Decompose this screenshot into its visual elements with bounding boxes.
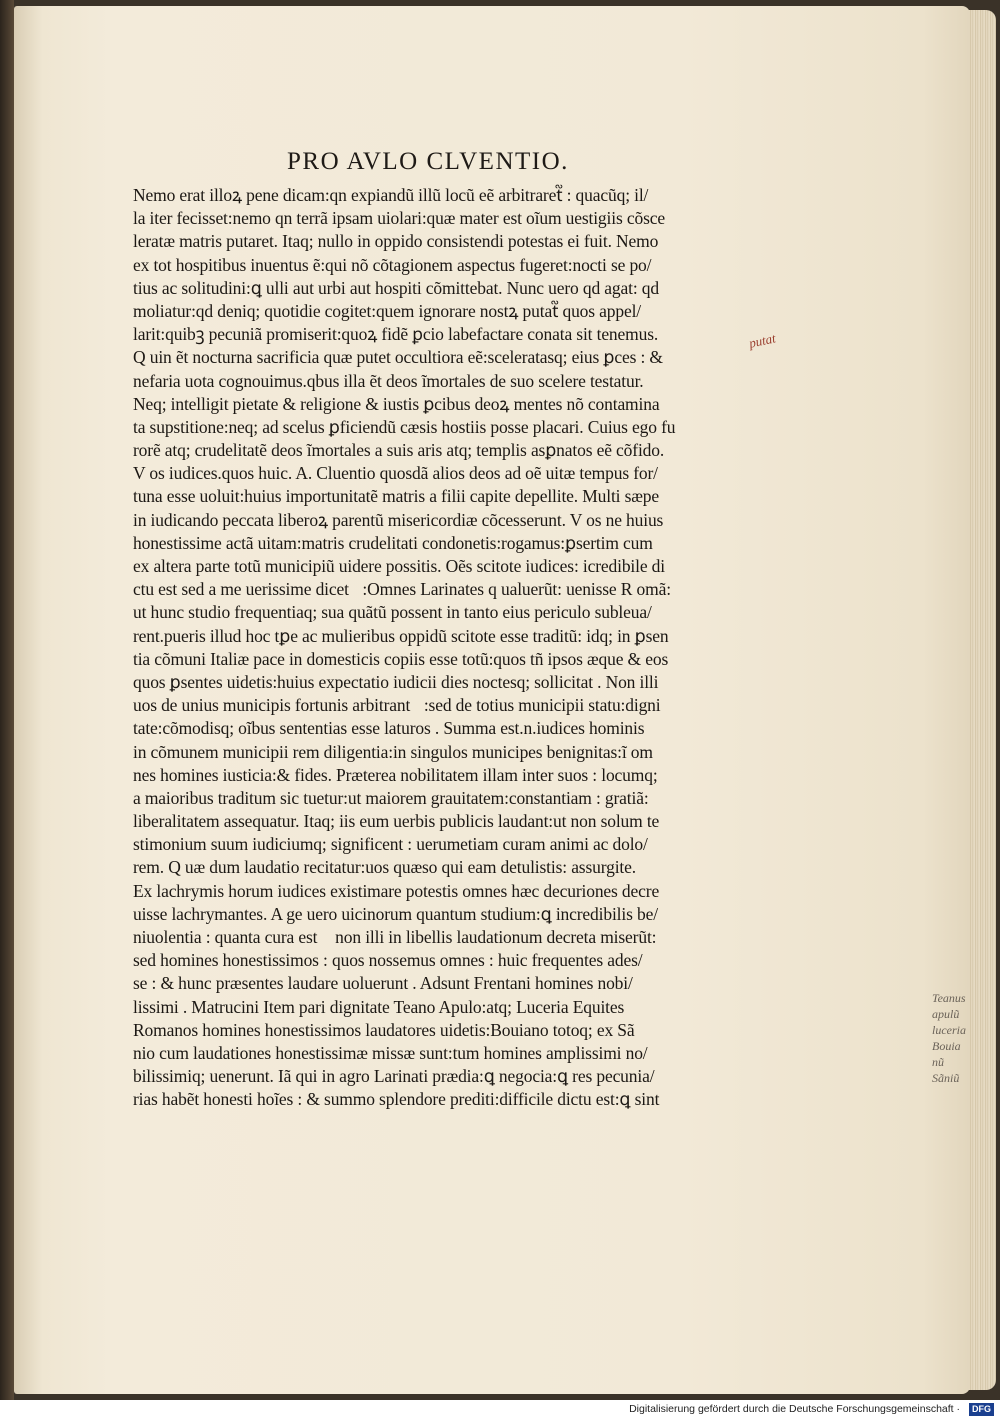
text-line: a maioribus traditum sic tuetur:ut maiorem grauitatem:constantiam : gratiã: (133, 787, 649, 808)
text-line: honestissime actã uitam:matris crudelitati condonetis:rogamus:ꝑsertim cum (133, 532, 653, 553)
text-line: ex altera parte totũ municipiũ uidere possitis. Oẽs scitote iudices: icredibile di (133, 556, 665, 576)
text-line: moliatur:qd deniq; quotidie cogitet:quem ignorare nostꝝ putat᷑ quos appel/ (133, 300, 642, 321)
text-line: rem. Q uæ dum laudatio recitatur:uos quæso qui eam detulistis: assurgite. (133, 857, 636, 878)
text-line: Neq; intelligit pietate & religione & iustis ꝑcibus deoꝝ mentes nõ contamina (133, 393, 660, 414)
marginal-note-line: Sãniũ (932, 1071, 960, 1085)
text-line: ex tot hospitibus inuentus ẽ:qui nõ cõtagionem aspectus fugeret:nocti se po/ (133, 254, 652, 275)
text-line: rent.pueris illud hoc tꝑe ac mulieribus oppidũ scitote esse traditũ: idq; in ꝑsen (133, 625, 669, 646)
text-line: liberalitatem assequatur. Itaq; iis eum uerbis publicis laudant:ut non solum te (133, 811, 660, 832)
text-line: nefaria uota cognouimus.qbus illa ẽt deos ĩmortales de suo scelere testatur. (133, 370, 644, 391)
text-line: Q uin ẽt nocturna sacrificia quæ putet occultiora eẽ:sceleratasq; eius ꝑces : & (133, 347, 663, 368)
text-line: V os iudices.quos huic. A. Cluentio quosdã alios deos ad oẽ uitæ tempus for/ (133, 463, 658, 484)
text-line: rorẽ atq; crudelitatẽ deos ĩmortales a suis aris atq; templis asꝑnatos eẽ cõfido. (133, 440, 665, 461)
page-edges (966, 10, 996, 1390)
book-spine (0, 0, 14, 1400)
text-line: Nemo erat illoꝝ pene dicam:qn expiandũ illũ locũ eẽ arbitraret᷑ : quacũq; il/ (133, 185, 649, 205)
text-line: lissimi . Matrucini Item pari dignitate Teano Apulo:atq; Luceria Equites (133, 996, 625, 1017)
text-line: quos ꝑsentes uidetis:huius expectatio iudicii dies noctesq; sollicitat . Non illi (133, 671, 659, 692)
text-line: nio cum laudationes honestissimæ missæ sunt:tum homines amplissimi no/ (133, 1042, 648, 1063)
marginal-note-line: luceria (932, 1023, 966, 1037)
text-line: ta supstitione:neq; ad scelus ꝑficiendũ cæsis hostiis posse placari. Cuius ego fu (133, 416, 676, 437)
text-line: in cõmunem municipii rem diligentia:in singulos municipes benignitas:ĩ om (133, 741, 653, 762)
footer-credit: Digitalisierung gefördert durch die Deutsche Forschungsgemeinschaft · (629, 1403, 960, 1415)
text-line: nes homines iusticia:& fides. Præterea nobilitatem illam inter suos : locumq; (133, 764, 658, 785)
dfg-logo: DFG (969, 1403, 994, 1416)
marginal-note-list (932, 990, 966, 1086)
text-line: sed homines honestissimos : quos nossemus omnes : huic frequentes ades/ (133, 950, 643, 971)
text-line: larit:quibꝫ pecuniã promiserit:quoꝝ fidẽ ꝑcio labefactare conata sit tenemus. (133, 324, 659, 345)
text-line: in iudicando peccata liberoꝝ parentũ misericordiæ cõcesserunt. V os ne huius (133, 509, 664, 530)
marginal-note-line: nũ (932, 1055, 944, 1069)
text-line: ctu est sed a me uerissime dicet᷑:Omnes Larinates q ualuerũt: uenisse R omã: (133, 579, 671, 600)
marginal-note-putat: putat (747, 330, 777, 351)
running-head: PRO AVLO CLVENTIO. (287, 148, 569, 175)
text-line: la iter fecisset:nemo qn terrã ipsam uiolari:quæ mater est oĩum uestigiis cõsce (133, 208, 665, 229)
marginal-note-line: Bouia (932, 1039, 961, 1053)
text-line: stimonium suum iudiciumq; significent : uerumetiam curam animi ac dolo/ (133, 834, 648, 855)
text-line: tius ac solitudini:ꝗ ulli aut urbi aut hospiti cõmittebat. Nunc uero qd agat: qd (133, 277, 659, 298)
body-text (133, 184, 721, 1112)
text-line: tate:cõmodisq; oĩbus sententias esse laturos . Summa est.n.iudices hominis (133, 718, 645, 739)
footer-bar (0, 1400, 1000, 1421)
text-line: uisse lachrymantes. A ge uero uicinorum quantum studium:ꝗ incredibilis be/ (133, 903, 658, 924)
text-line: bilissimiq; uenerunt. Iã qui in agro Larinati prædia:ꝗ negocia:ꝗ res pecunia/ (133, 1066, 655, 1087)
marginal-note-line: Teanus (932, 991, 966, 1005)
text-line: niuolentia : quanta cura est᷑ non illi in libellis laudationum decreta miserũt: (133, 927, 657, 947)
text-line: rias habẽt honesti hoĩes : & summo splendore prediti:difficile dictu est:ꝗ sint (133, 1089, 660, 1110)
marginal-note-line: apulũ (932, 1007, 960, 1021)
text-line: leratæ matris putaret. Itaq; nullo in oppido consistendi potestas ei fuit. Nemo (133, 231, 659, 252)
text-line: se : & hunc præsentes laudare uoluerunt . Adsunt Frentani homines nobi/ (133, 973, 633, 994)
text-line: ut hunc studio frequentiaq; sua quãtũ possent in tanto eius periculo subleua/ (133, 602, 652, 623)
text-line: tuna esse uoluit:huius importunitatẽ matris a filii capite depellite. Multi sæpe (133, 486, 660, 507)
text-line: Ex lachrymis horum iudices existimare potestis omnes hæc decuriones decre (133, 880, 660, 901)
text-line: uos de unius municipis fortunis arbitrant᷑:sed de totius municipii statu:digni (133, 695, 661, 716)
text-line: Romanos homines honestissimos laudatores uidetis:Bouiano totoq; ex Sã (133, 1019, 635, 1040)
text-line: tia cõmuni Italiæ pace in domesticis copiis esse totũ:quos tñ ipsos æque & eos (133, 648, 669, 669)
